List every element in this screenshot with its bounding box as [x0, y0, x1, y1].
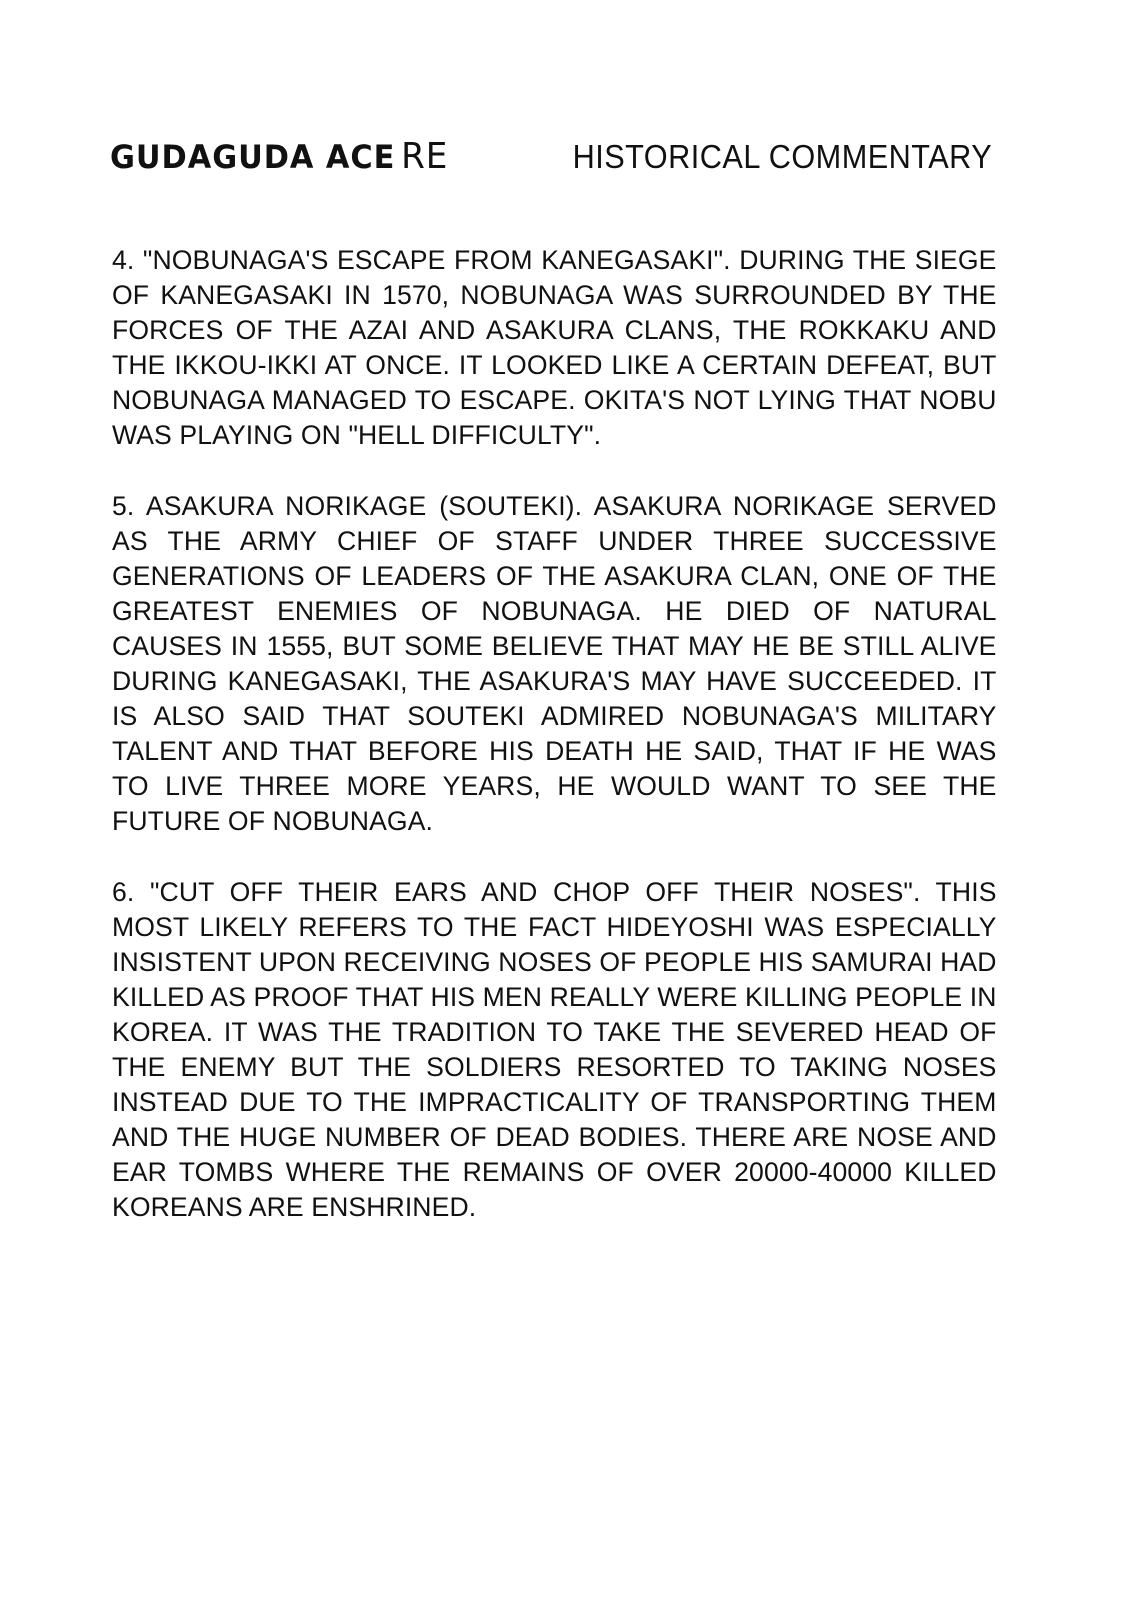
commentary-note-6: 6. "CUT OFF THEIR EARS AND CHOP OFF THEIR NOSES". THIS MOST LIKELY REFERS TO THE FACT HIDEYOSHI WAS ESPECIALLY INSISTENT UPON RECEIVING NOSES OF PEOPLE HIS SAMURAI HAD KILLED AS PROOF THAT HIS MEN REALLY WERE KILLING PEOPLE IN KOREA. IT WAS THE TRADITION TO TAKE THE SEVERED HEAD OF THE ENEMY BUT THE SOLDIERS RESORTED TO TAKING NOSES INSTEAD DUE TO THE IMPRACTICALITY OF TRANSPORTING THEM AND THE HUGE NUMBER OF DEAD BODIES. THERE ARE NOSE AND EAR TOMBS WHERE THE REMAINS OF OVER 20000-40000 KILLED KOREANS ARE ENSHRINED. — [112, 877, 997, 1222]
page-header — [110, 135, 1000, 185]
commentary-note-4: 4. "NOBUNAGA'S ESCAPE FROM KANEGASAKI". DURING THE SIEGE OF KANEGASAKI IN 1570, NOBUNAGA WAS SURROUNDED BY THE FORCES OF THE AZAI AND ASAKURA CLANS, THE ROKKAKU AND THE IKKOU-IKKI AT ONCE. IT LOOKED LIKE A CERTAIN DEFEAT, BUT NOBUNAGA MANAGED TO ESCAPE. OKITA'S NOT LYING THAT NOBU WAS PLAYING ON "HELL DIFFICULTY". — [112, 245, 997, 450]
series-logo — [110, 135, 448, 179]
commentary-note-5: 5. ASAKURA NORIKAGE (SOUTEKI). ASAKURA NORIKAGE SERVED AS THE ARMY CHIEF OF STAFF UNDER THREE SUCCESSIVE GENERATIONS OF LEADERS OF THE ASAKURA CLAN, ONE OF THE GREATEST ENEMIES OF NOBUNAGA. HE DIED OF NATURAL CAUSES IN 1555, BUT SOME BELIEVE THAT MAY HE BE STILL ALIVE DURING KANEGASAKI, THE ASAKURA'S MAY HAVE SUCCEEDED. IT IS ALSO SAID THAT SOUTEKI ADMIRED NOBUNAGA'S MILITARY TALENT AND THAT BEFORE HIS DEATH HE SAID, THAT IF HE WAS TO LIVE THREE MORE YEARS, HE WOULD WANT TO SEE THE FUTURE OF NOBUNAGA. — [112, 491, 997, 836]
commentary-body — [112, 243, 997, 1261]
section-title: HISTORICAL COMMENTARY — [572, 138, 992, 175]
series-logo-main: GUDAGUDA ACE — [110, 138, 396, 176]
series-logo-re: RE — [401, 136, 449, 177]
